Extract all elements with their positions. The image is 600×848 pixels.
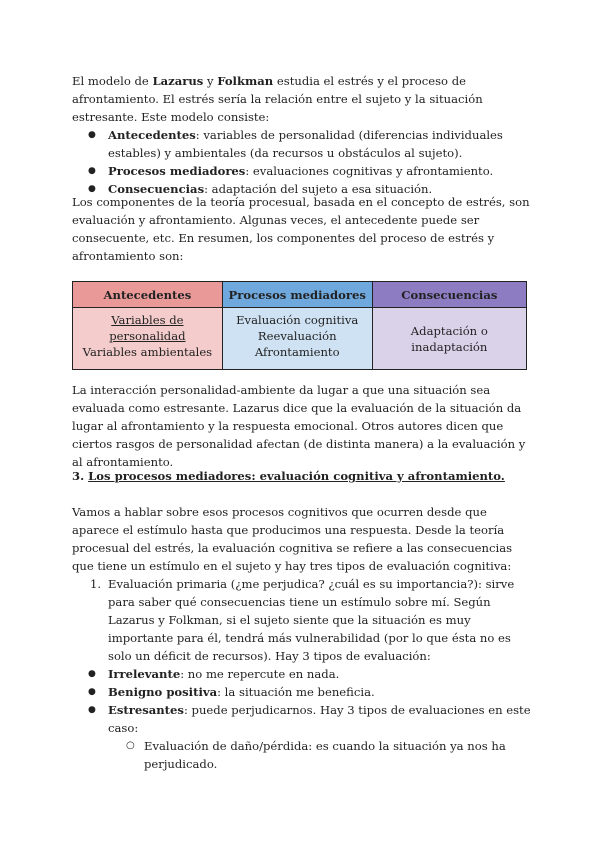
process-paragraph: Vamos a hablar sobre esos procesos cognitivos que ocurren desde que aparece el estímulo hasta que producimos una respuesta. Desde la teoría procesual del estrés, la evaluación cognitiva se refiere a las consecuencias que tiene un estímulo en el sujeto y hay tres tipos de evaluación cognitiva:	[72, 505, 513, 573]
model-list	[72, 126, 532, 198]
table-header-row	[73, 282, 527, 308]
cell-consecuencias: Adaptación o inadaptación	[372, 308, 526, 370]
interaction-paragraph: La interacción personalidad-ambiente da lugar a que una situación sea evaluada como estresante. Lazarus dice que la evaluación de la situación da lugar al afrontamiento y la respuesta emocional. Otros autores dicen que ciertos rasgos de personalidad afectan (de distinta manera) a la evaluación y al afrontamiento.	[72, 383, 526, 469]
list-item-irrelevante: ● Irrelevante: no me repercute en nada.	[72, 665, 532, 683]
list-item-consecuencias: ● Consecuencias: adaptación del sujeto a esa situación.	[72, 180, 532, 198]
cell-antecedentes	[73, 308, 223, 370]
header-procesos-mediadores: Procesos mediadores	[222, 282, 372, 308]
cell-line: Variables de personalidad	[109, 313, 186, 343]
sub-list	[72, 737, 532, 773]
table-row	[73, 308, 527, 370]
list-item-dano-perdida: ○ Evaluación de daño/pérdida: es cuando la situación ya nos ha perjudicado.	[72, 737, 532, 773]
section-3-heading: 3. Los procesos mediadores: evaluación cognitiva y afrontamiento.	[72, 469, 505, 483]
list-item-antecedentes: ● Antecedentes: variables de personalidad (diferencias individuales estables) y ambientales (da recursos u obstáculos al sujeto).	[72, 126, 532, 162]
list-item-procesos: ● Procesos mediadores: evaluaciones cognitivas y afrontamiento.	[72, 162, 532, 180]
components-paragraph: Los componentes de la teoría procesual, basada en el concepto de estrés, son evaluación y afrontamiento. Algunas veces, el antecedente puede ser consecuente, etc. En resumen, los componentes del proceso de estrés y afrontamiento son:	[72, 195, 530, 263]
header-consecuencias: Consecuencias	[372, 282, 526, 308]
list-item-benigno-positiva: ● Benigno positiva: la situación me beneficia.	[72, 683, 532, 701]
numbered-list	[72, 575, 532, 665]
evaluation-types-list	[72, 665, 532, 737]
list-item-evaluacion-primaria: 1. Evaluación primaria (¿me perjudica? ¿cuál es su importancia?): sirve para saber qué consecuencias tiene un estímulo sobre mí. Según Lazarus y Folkman, si el sujeto siente que la situación es muy importante para él, tendrá más vulnerabilidad (por lo que ésta no es solo un déficit de recursos). Hay 3 tipos de evaluación:	[90, 577, 515, 663]
cell-line: Variables ambientales	[82, 345, 213, 359]
header-antecedentes: Antecedentes	[73, 282, 223, 308]
folkman-name: Folkman	[217, 74, 274, 88]
cell-procesos	[222, 308, 372, 370]
cell-line: Afrontamiento	[254, 345, 340, 359]
lazarus-name: Lazarus	[152, 74, 204, 88]
intro-section	[72, 72, 532, 198]
intro-paragraph: El modelo de Lazarus y Folkman estudia el estrés y el proceso de afrontamiento. El estrés sería la relación entre el sujeto y la situación estresante. Este modelo consiste:	[72, 74, 483, 124]
list-item-estresantes: ● Estresantes: puede perjudicarnos. Hay 3 tipos de evaluaciones en este caso:	[72, 701, 532, 737]
cell-line: Evaluación cognitiva	[236, 313, 359, 327]
cell-line: Reevaluación	[257, 329, 337, 343]
components-table	[72, 281, 527, 370]
evaluation-section	[72, 575, 532, 773]
